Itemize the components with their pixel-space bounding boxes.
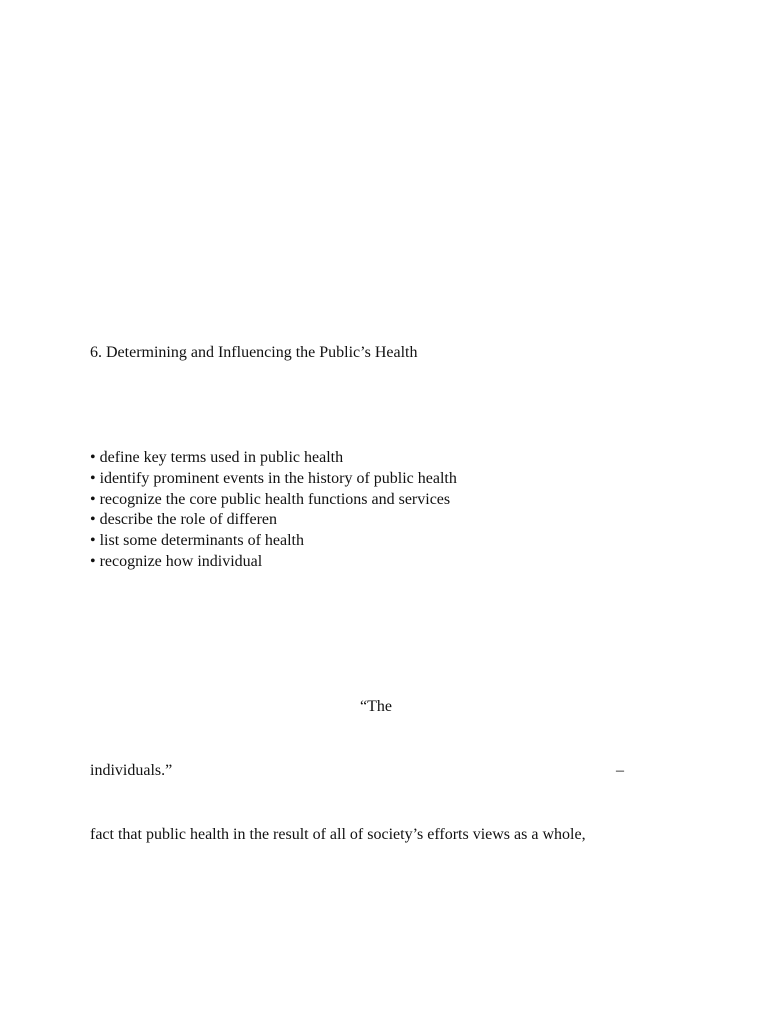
list-item: • recognize how individual [90,552,263,570]
quote-opening-text: “The [360,698,392,715]
body-paragraph-line: fact that public health in the result of all of society’s efforts views as a whole, [90,826,586,843]
attribution-dash: – [616,762,624,779]
quote-closing-text: individuals.” [90,762,173,779]
list-item: • list some determinants of health [90,532,304,550]
section-heading: 6. Determining and Influencing the Public’s Health [90,344,418,361]
objectives-list [90,448,457,573]
list-item: • recognize the core public health functions and services [90,490,451,508]
list-item: • define key terms used in public health [90,449,344,466]
list-item: • describe the role of differen [90,511,277,529]
list-item: • identify prominent events in the history of public health [90,469,457,487]
